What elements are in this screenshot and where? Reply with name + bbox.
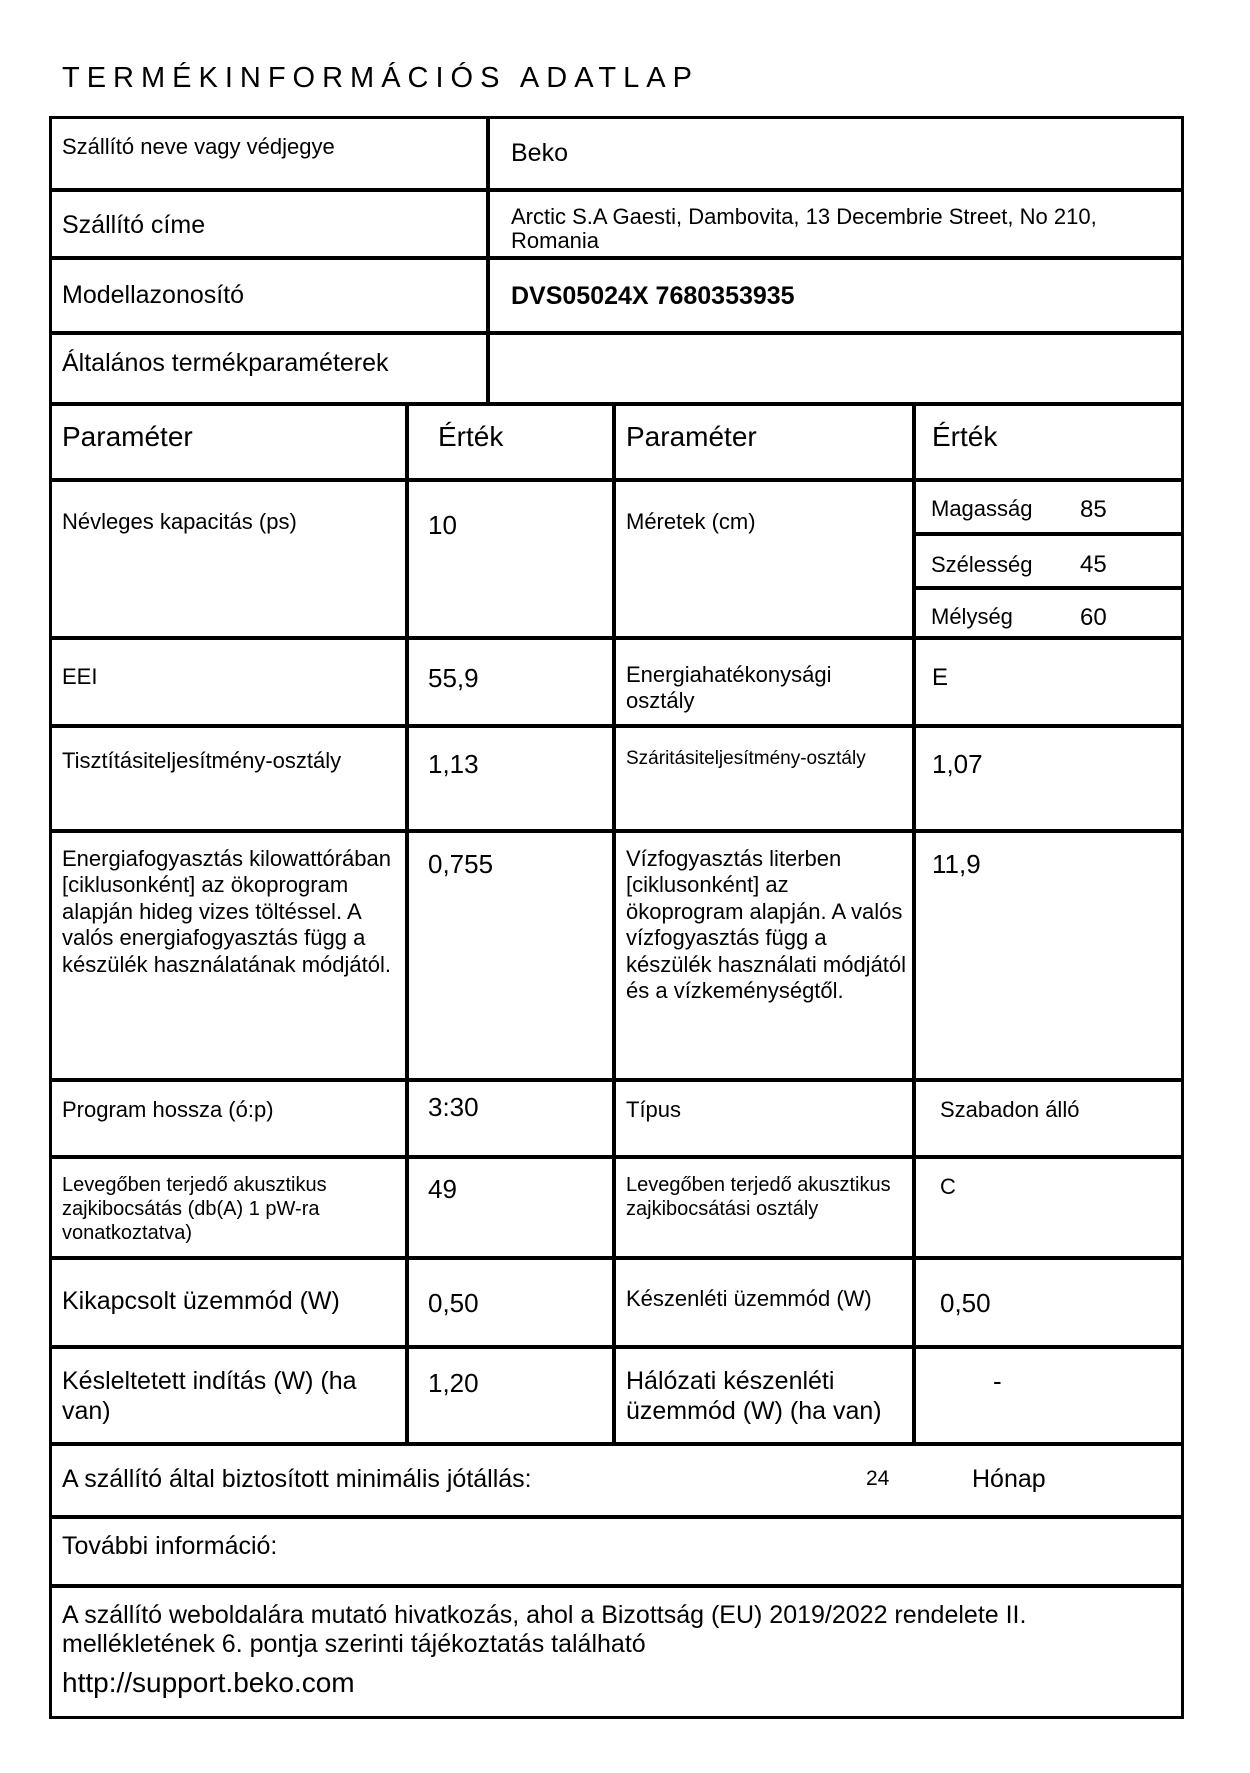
support-link[interactable]: http://support.beko.com [62, 1667, 355, 1698]
column-divider [405, 402, 409, 1444]
type-label: Típus [626, 1097, 682, 1122]
program-duration-label: Program hossza (ó:p) [62, 1097, 274, 1122]
row-divider [49, 829, 1184, 833]
row-divider [49, 1155, 1184, 1159]
standby-label: Készenléti üzemmód (W) [626, 1286, 872, 1311]
supplier-name-label: Szállító neve vagy védjegye [62, 134, 335, 159]
width-label: Szélesség [931, 552, 1033, 577]
row-divider [49, 1584, 1184, 1588]
noise-class-label: Levegőben terjedő akusztikus zajkibocsátási osztály [626, 1174, 891, 1220]
page-title: TERMÉKINFORMÁCIÓS ADATLAP [62, 62, 699, 94]
cleaning-class-label: Tisztításiteljesítmény-osztály [62, 748, 342, 773]
model-value: DVS05024X 7680353935 [511, 282, 795, 310]
drying-class-value: 1,07 [932, 749, 983, 779]
more-info-label: További információ: [62, 1532, 278, 1560]
link-description: A szállító weboldalára mutató hivatkozás, ahol a Bizottság (EU) 2019/2022 rendelete II. mellékletének 6. pontja szerinti tájékoztatás található [62, 1601, 1027, 1658]
warranty-label: A szállító által biztosított minimális jótállás: [62, 1465, 532, 1493]
height-label: Magasság [931, 496, 1033, 521]
header-param-1: Paraméter [62, 421, 193, 452]
row-divider [49, 331, 1184, 335]
depth-label: Mélység [931, 604, 1013, 629]
row-divider [49, 1442, 1184, 1446]
standby-value: 0,50 [940, 1288, 991, 1318]
row-divider [49, 636, 1184, 640]
cleaning-class-value: 1,13 [428, 749, 479, 779]
depth-value: 60 [1080, 604, 1107, 631]
energy-class-label: Energiahatékonysági osztály [626, 662, 832, 714]
header-value-2: Érték [932, 421, 998, 452]
off-mode-label: Kikapcsolt üzemmód (W) [62, 1287, 340, 1315]
delayed-start-value: 1,20 [428, 1368, 479, 1398]
eei-label: EEI [62, 664, 98, 689]
off-mode-value: 0,50 [428, 1288, 479, 1318]
row-divider [49, 402, 1184, 406]
supplier-address-label: Szállító címe [62, 211, 206, 239]
water-consumption-label: Vízfogyasztás literben [ciklusonként] az ökoprogram alapján. A valós vízfogyasztás függ a készülék használati módjától és a vízkeménységtől. [626, 846, 907, 1003]
row-divider [49, 1256, 1184, 1260]
energy-class-value: E [932, 664, 949, 691]
row-divider [49, 478, 1184, 482]
column-divider [912, 402, 916, 1444]
delayed-start-label: Késleltetett indítás (W) (ha van) [62, 1367, 357, 1425]
capacity-label: Névleges kapacitás (ps) [62, 509, 297, 534]
width-value: 45 [1080, 551, 1107, 578]
row-divider [49, 1515, 1184, 1519]
row-divider [916, 586, 1184, 590]
column-divider [612, 402, 616, 1444]
energy-consumption-value: 0,755 [428, 849, 494, 879]
row-divider [49, 1078, 1184, 1082]
column-divider [486, 118, 490, 404]
network-standby-label: Hálózati készenléti üzemmód (W) (ha van) [626, 1367, 882, 1425]
supplier-name-value: Beko [511, 139, 568, 167]
row-divider [49, 188, 1184, 192]
energy-consumption-label: Energiafogyasztás kilowattórában [ciklusonként] az ökoprogram alapján hideg vizes töltéssel. A valós energiafogyasztás függ a készülék használatának módjától. [62, 846, 391, 977]
warranty-value: 24 [866, 1467, 890, 1490]
model-label: Modellazonosító [62, 281, 245, 309]
header-value-1: Érték [438, 421, 504, 452]
drying-class-label: Száritásiteljesítmény-osztály [626, 748, 866, 769]
noise-emission-value: 49 [428, 1174, 457, 1204]
row-divider [49, 1345, 1184, 1349]
supplier-address-value: Arctic S.A Gaesti, Dambovita, 13 Decembrie Street, No 210, Romania [511, 204, 1097, 254]
network-standby-value: - [993, 1366, 1002, 1396]
water-consumption-value: 11,9 [932, 849, 981, 879]
general-params-label: Általános termékparaméterek [62, 349, 389, 377]
type-value: Szabadon álló [940, 1097, 1080, 1122]
dimensions-label: Méretek (cm) [626, 509, 756, 534]
eei-value: 55,9 [428, 663, 479, 693]
height-value: 85 [1080, 496, 1107, 523]
header-param-2: Paraméter [626, 421, 757, 452]
noise-emission-label: Levegőben terjedő akusztikus zajkibocsátás (db(A) 1 pW-ra vonatkoztatva) [62, 1174, 327, 1244]
warranty-unit: Hónap [972, 1465, 1046, 1493]
row-divider [916, 532, 1184, 536]
program-duration-value: 3:30 [428, 1092, 479, 1122]
row-divider [49, 256, 1184, 260]
noise-class-value: C [940, 1174, 956, 1199]
row-divider [49, 724, 1184, 728]
capacity-value: 10 [428, 510, 457, 540]
